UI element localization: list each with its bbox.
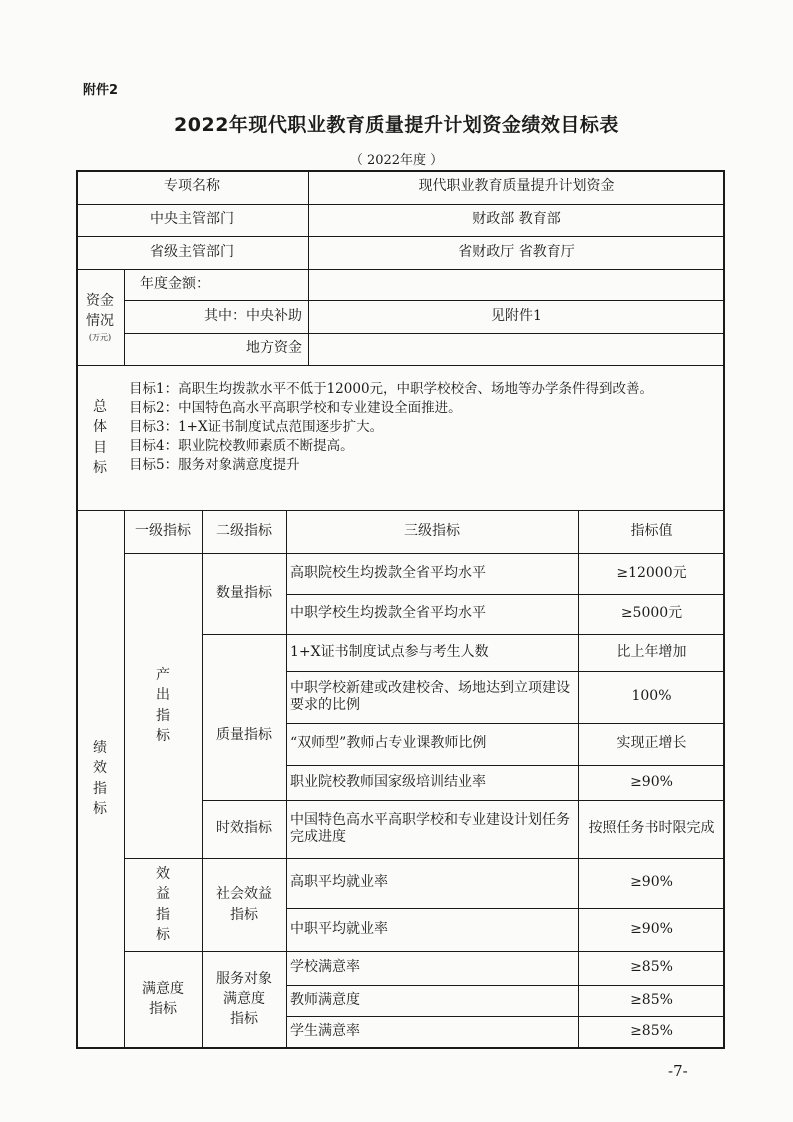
funds-label-line1: 资金 bbox=[86, 292, 114, 309]
annual-amount-label: 年度金额： bbox=[140, 275, 210, 292]
goals-label-char: 体 bbox=[93, 419, 107, 436]
service-line2: 满意度 bbox=[223, 990, 265, 1007]
indicator-value: ≥85% bbox=[630, 1022, 673, 1039]
benefit-label-char: 益 bbox=[156, 886, 170, 903]
funds-label-line2: 情况 bbox=[86, 313, 114, 330]
header-level2: 二级指标 bbox=[216, 522, 272, 539]
output-indicator-label bbox=[124, 553, 202, 858]
social-benefit-line1: 社会效益 bbox=[216, 886, 272, 903]
indicator-value: ≥85% bbox=[630, 959, 673, 976]
timeliness-indicator-label: 时效指标 bbox=[216, 820, 272, 837]
goal-item: 目标4：职业院校教师素质不断提高。 bbox=[129, 438, 354, 454]
indicator-name: 中职学校新建或改建校舍、场地达到立项建设要求的比例 bbox=[290, 679, 570, 713]
output-label-char: 出 bbox=[156, 687, 170, 704]
goals-label-char: 标 bbox=[93, 459, 107, 476]
page-number: -7- bbox=[668, 1062, 688, 1080]
indicator-value: 比上年增加 bbox=[616, 643, 687, 660]
goals-label-char: 目 bbox=[93, 439, 107, 456]
indicator-name: 学生满意率 bbox=[290, 1022, 360, 1039]
funds-label bbox=[76, 269, 124, 365]
indicator-name: 中国特色高水平高职学校和专业建设计划任务完成进度 bbox=[290, 811, 570, 845]
indicator-name: 1+X证书制度试点参与考生人数 bbox=[290, 643, 489, 660]
indicator-value: 实现正增长 bbox=[616, 735, 687, 752]
project-name-value: 现代职业教育质量提升计划资金 bbox=[418, 178, 615, 195]
indicator-value: ≥5000元 bbox=[620, 605, 683, 622]
indicator-value: 按照任务书时限完成 bbox=[588, 820, 715, 837]
benefit-indicator-label bbox=[124, 858, 202, 951]
indicator-name: 高职平均就业率 bbox=[290, 874, 388, 891]
table-rule bbox=[76, 365, 725, 366]
performance-label bbox=[76, 510, 124, 1047]
goal-item: 目标5：服务对象满意度提升 bbox=[129, 457, 300, 473]
benefit-label-char: 效 bbox=[156, 865, 170, 882]
project-name-label: 专项名称 bbox=[164, 178, 220, 195]
province-dept-value: 省财政厅 省教育厅 bbox=[458, 243, 575, 260]
indicator-value: 100% bbox=[631, 688, 672, 705]
goal-item: 目标1：高职生均拨款水平不低于12000元，中职学校校舍、场地等办学条件得到改善。 bbox=[129, 381, 654, 397]
service-satisfaction-label bbox=[202, 951, 286, 1047]
perf-label-char: 效 bbox=[93, 760, 107, 777]
year-subtitle: （ 2022年度 ） bbox=[349, 153, 444, 168]
output-label-char: 标 bbox=[156, 727, 170, 744]
quantity-indicator-label: 数量指标 bbox=[216, 584, 272, 601]
header-value: 指标值 bbox=[630, 522, 673, 539]
central-subsidy-label: 其中：中央补助 bbox=[204, 307, 302, 324]
indicator-value: ≥90% bbox=[630, 773, 673, 790]
attachment-label: 附件2 bbox=[83, 83, 119, 98]
goal-item: 目标3：1+X证书制度试点范围逐步扩大。 bbox=[129, 419, 384, 435]
perf-label-char: 标 bbox=[93, 800, 107, 817]
header-level1: 一级指标 bbox=[135, 522, 191, 539]
indicator-name: “双师型”教师占专业课教师比例 bbox=[290, 735, 487, 752]
funds-unit: (万元) bbox=[88, 332, 112, 342]
table-border-bottom bbox=[76, 1047, 725, 1049]
output-label-char: 指 bbox=[156, 707, 170, 724]
goals-label-char: 总 bbox=[93, 398, 107, 415]
satisfaction-line1: 满意度 bbox=[142, 980, 184, 997]
goals-list bbox=[129, 380, 721, 475]
local-funds-label: 地方资金 bbox=[246, 340, 302, 357]
province-dept-label: 省级主管部门 bbox=[150, 243, 234, 260]
perf-label-char: 指 bbox=[93, 780, 107, 797]
output-label-char: 产 bbox=[156, 666, 170, 683]
indicator-name: 学校满意率 bbox=[290, 959, 360, 976]
header-level3: 三级指标 bbox=[404, 522, 460, 539]
central-subsidy-value: 见附件1 bbox=[491, 307, 542, 324]
service-line1: 服务对象 bbox=[216, 970, 272, 987]
benefit-label-char: 指 bbox=[156, 906, 170, 923]
benefit-label-char: 标 bbox=[156, 926, 170, 943]
central-dept-value: 财政部 教育部 bbox=[472, 211, 561, 228]
performance-target-table bbox=[76, 170, 725, 1049]
indicator-name: 高职院校生均拨款全省平均水平 bbox=[290, 564, 486, 581]
social-benefit-label bbox=[202, 858, 286, 951]
service-line3: 指标 bbox=[230, 1011, 258, 1028]
indicator-value: ≥90% bbox=[630, 920, 673, 937]
indicator-name: 职业院校教师国家级培训结业率 bbox=[290, 773, 486, 790]
indicator-name: 教师满意度 bbox=[290, 991, 360, 1008]
overall-goals-label bbox=[76, 365, 124, 510]
indicator-value: ≥90% bbox=[630, 874, 673, 891]
goal-item: 目标2：中国特色高水平高职学校和专业建设全面推进。 bbox=[129, 400, 462, 416]
indicator-value: ≥85% bbox=[630, 991, 673, 1008]
satisfaction-indicator-label bbox=[124, 951, 202, 1047]
page-title: 2022年现代职业教育质量提升计划资金绩效目标表 bbox=[174, 114, 619, 136]
indicator-name: 中职平均就业率 bbox=[290, 920, 388, 937]
central-dept-label: 中央主管部门 bbox=[150, 211, 234, 228]
satisfaction-line2: 指标 bbox=[149, 1001, 177, 1017]
social-benefit-line2: 指标 bbox=[230, 906, 258, 923]
quality-indicator-label: 质量指标 bbox=[216, 726, 272, 743]
perf-label-char: 绩 bbox=[93, 739, 107, 756]
indicator-name: 中职学校生均拨款全省平均水平 bbox=[290, 605, 486, 622]
indicator-value: ≥12000元 bbox=[616, 564, 687, 581]
